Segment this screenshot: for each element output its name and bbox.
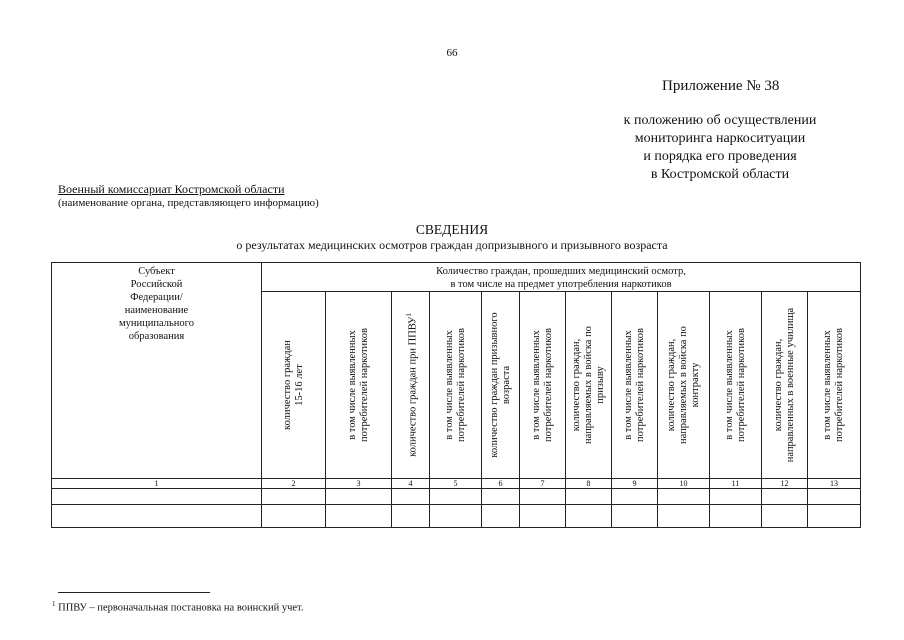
footnote-text: ППВУ – первоначальная постановка на воинский учет.: [58, 602, 304, 614]
column-header: [658, 292, 710, 479]
column-header-text: [623, 295, 647, 475]
group-header-label: Количество граждан, прошедших медицинский осмотр, в том числе на предмет употребления наркотиков: [436, 266, 686, 290]
column-header-text: [822, 295, 846, 475]
subject-header-label: Субъект Российской Федерации/ наименование муниципального образования: [119, 266, 194, 342]
organization-name: Военный комиссариат Костромской области: [58, 182, 285, 196]
column-number: 6: [482, 479, 520, 489]
column-number: 3: [326, 479, 392, 489]
column-header-label: в том числе выявленных потребителей наркотиков: [443, 328, 467, 442]
table-cell: [482, 505, 520, 528]
column-number: 10: [658, 479, 710, 489]
report-table: [51, 262, 861, 528]
column-number: 11: [710, 479, 762, 489]
table-cell: [808, 489, 861, 505]
table-cell: [52, 505, 262, 528]
column-number: 9: [612, 479, 658, 489]
column-header-text: [666, 295, 702, 475]
table-cell: [612, 505, 658, 528]
table-cell: [710, 489, 762, 505]
column-header: [520, 292, 566, 479]
group-header: [262, 263, 861, 292]
subject-header: [52, 263, 262, 479]
table-cell: [482, 489, 520, 505]
table-cell: [658, 505, 710, 528]
column-header-text: [489, 295, 513, 475]
column-header-text: [773, 295, 797, 475]
table-cell: [520, 489, 566, 505]
column-number: 4: [392, 479, 430, 489]
column-header-label: количество граждан призывного возраста: [488, 312, 512, 458]
page-number: 66: [446, 47, 458, 59]
column-header: [430, 292, 482, 479]
column-header: [482, 292, 520, 479]
column-number: 7: [520, 479, 566, 489]
column-header-text: [571, 295, 607, 475]
table-cell: [52, 489, 262, 505]
table-cell: [566, 505, 612, 528]
table-row: [52, 505, 861, 528]
appendix-title: Приложение № 38: [662, 78, 780, 94]
regulation-reference: [600, 112, 840, 184]
table-cell: [808, 505, 861, 528]
footnote-reference: 1: [404, 313, 413, 317]
table-cell: [392, 489, 430, 505]
table-cell: [612, 489, 658, 505]
column-header: [710, 292, 762, 479]
table-cell: [566, 489, 612, 505]
table-cell: [326, 489, 392, 505]
column-header-label: в том числе выявленных потребителей наркотиков: [723, 328, 747, 442]
column-header: [566, 292, 612, 479]
column-header-label: количество граждан, направляемых в войска по призыву: [570, 326, 606, 444]
column-header-label: в том числе выявленных потребителей наркотиков: [530, 328, 554, 442]
column-header-label: в том числе выявленных потребителей наркотиков: [822, 328, 845, 442]
column-number: 12: [762, 479, 808, 489]
column-number-row: [52, 479, 861, 489]
table-cell: [430, 489, 482, 505]
table-cell: [392, 505, 430, 528]
table-cell: [710, 505, 762, 528]
regulation-line: к положению об осуществлении: [623, 113, 817, 128]
column-header-label: количество граждан, направляемых в войска по контракту: [665, 326, 701, 444]
column-number: 8: [566, 479, 612, 489]
column-header: [392, 292, 430, 479]
column-header: [326, 292, 392, 479]
document-subtitle: о результатах медицинских осмотров граждан допризывного и призывного возраста: [236, 238, 668, 252]
column-header: [808, 292, 861, 479]
column-header-text: [282, 295, 306, 475]
column-header-label: количество граждан при ППВУ: [406, 316, 418, 457]
column-header: [262, 292, 326, 479]
column-header-label: количество граждан, направленных в военные училища: [772, 307, 796, 463]
column-header-text: [724, 295, 748, 475]
table-cell: [762, 489, 808, 505]
organization-caption: (наименование органа, представляющего информацию): [58, 197, 319, 209]
table-cell: [326, 505, 392, 528]
column-header-label: в том числе выявленных потребителей наркотиков: [622, 328, 646, 442]
table-row: [52, 489, 861, 505]
regulation-line: и порядка его проведения: [643, 149, 797, 164]
column-number: 13: [808, 479, 861, 489]
document-title: СВЕДЕНИЯ: [415, 222, 489, 237]
table-cell: [430, 505, 482, 528]
footnote-mark: 1: [52, 600, 56, 608]
column-header: [612, 292, 658, 479]
column-number: 2: [262, 479, 326, 489]
column-number: 1: [52, 479, 262, 489]
column-header-text: [347, 295, 371, 475]
column-number: 5: [430, 479, 482, 489]
footnote: [52, 600, 303, 614]
column-header-text: [402, 295, 419, 475]
column-header-label: в том числе выявленных потребителей наркотиков: [346, 328, 370, 442]
column-header-text: [531, 295, 555, 475]
header-row-top: [52, 263, 861, 292]
column-header: [762, 292, 808, 479]
column-header-label: количество граждан 15-16 лет: [281, 340, 305, 430]
table-cell: [658, 489, 710, 505]
footnote-divider: [58, 592, 210, 593]
table-cell: [762, 505, 808, 528]
table-cell: [262, 489, 326, 505]
regulation-line: в Костромской области: [650, 167, 790, 182]
table-cell: [520, 505, 566, 528]
column-header-text: [444, 295, 468, 475]
table-cell: [262, 505, 326, 528]
regulation-line: мониторинга наркоситуации: [634, 131, 806, 146]
